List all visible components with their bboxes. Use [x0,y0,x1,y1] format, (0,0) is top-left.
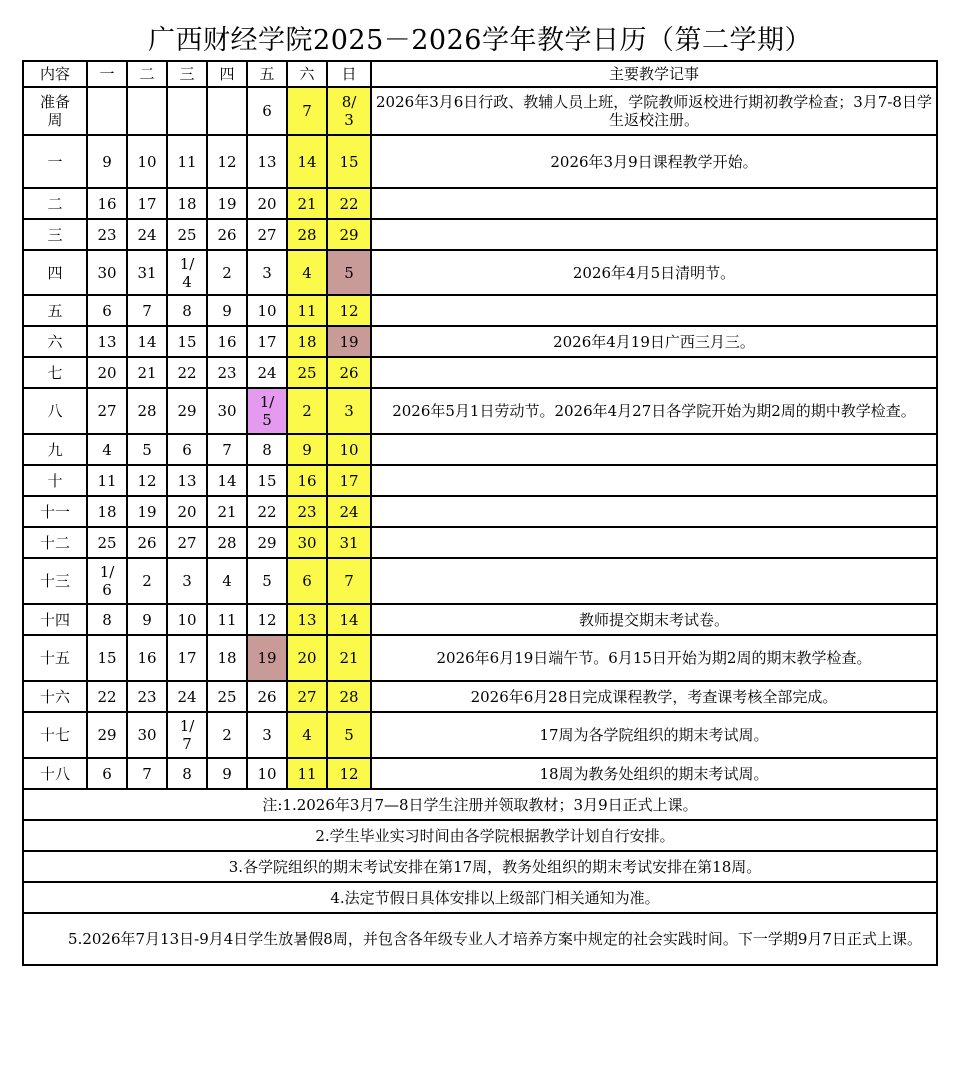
day-cell: 26 [247,681,287,712]
week-row [23,250,937,295]
day-cell: 4 [87,434,127,465]
day-cell: 20 [167,496,207,527]
week-label: 三 [23,219,87,250]
week-row [23,465,937,496]
day-cell: 22 [327,188,371,219]
day-cell: 5 [327,250,371,295]
day-cell: 16 [127,635,167,681]
week-label: 十一 [23,496,87,527]
event-note: 2026年4月19日广西三月三。 [371,326,937,357]
day-cell: 16 [87,188,127,219]
footnote: 4.法定节假日具体安排以上级部门相关通知为准。 [23,882,937,913]
day-cell: 18 [207,635,247,681]
day-cell: 7 [127,295,167,326]
day-cell: 17 [327,465,371,496]
day-cell: 26 [327,357,371,388]
day-cell: 7 [327,558,371,604]
day-cell: 6 [87,758,127,789]
day-cell: 1/ 5 [247,388,287,434]
week-label: 七 [23,357,87,388]
day-cell: 8/ 3 [327,87,371,135]
day-cell: 29 [167,388,207,434]
header-row [23,61,937,87]
day-cell: 19 [207,188,247,219]
day-cell: 11 [287,295,327,326]
column-header: 五 [247,61,287,87]
day-cell: 30 [127,712,167,758]
day-cell: 7 [127,758,167,789]
day-cell: 9 [127,604,167,635]
event-note: 2026年6月19日端午节。6月15日开始为期2周的期末教学检查。 [371,635,937,681]
event-note: 2026年6月28日完成课程教学，考查课考核全部完成。 [371,681,937,712]
day-cell: 9 [207,295,247,326]
day-cell: 28 [287,219,327,250]
day-cell: 14 [127,326,167,357]
day-cell: 11 [167,135,207,188]
column-header: 日 [327,61,371,87]
day-cell: 20 [287,635,327,681]
calendar-table [22,60,938,966]
day-cell: 23 [127,681,167,712]
day-cell: 17 [167,635,207,681]
day-cell: 23 [87,219,127,250]
week-row [23,604,937,635]
day-cell: 8 [167,758,207,789]
week-label: 一 [23,135,87,188]
week-label: 十七 [23,712,87,758]
week-row [23,188,937,219]
day-cell: 2 [127,558,167,604]
day-cell [207,87,247,135]
day-cell: 18 [167,188,207,219]
day-cell: 12 [327,295,371,326]
day-cell: 6 [287,558,327,604]
week-label: 八 [23,388,87,434]
event-note [371,434,937,465]
day-cell: 21 [327,635,371,681]
week-row [23,357,937,388]
event-note: 17周为各学院组织的期末考试周。 [371,712,937,758]
week-label: 十三 [23,558,87,604]
day-cell [167,87,207,135]
day-cell: 27 [167,527,207,558]
day-cell: 12 [127,465,167,496]
day-cell: 1/ 6 [87,558,127,604]
day-cell: 1/ 4 [167,250,207,295]
day-cell: 22 [87,681,127,712]
day-cell: 15 [167,326,207,357]
day-cell: 24 [327,496,371,527]
week-label: 十五 [23,635,87,681]
day-cell: 31 [327,527,371,558]
day-cell: 12 [207,135,247,188]
day-cell: 4 [287,712,327,758]
day-cell: 2 [207,250,247,295]
day-cell: 19 [327,326,371,357]
day-cell: 16 [287,465,327,496]
week-label: 六 [23,326,87,357]
footnote: 注:1.2026年3月7—8日学生注册并领取教材；3月9日正式上课。 [23,789,937,820]
column-header: 一 [87,61,127,87]
day-cell: 25 [287,357,327,388]
week-label: 四 [23,250,87,295]
footnote: 2.学生毕业实习时间由各学院根据教学计划自行安排。 [23,820,937,851]
event-note [371,558,937,604]
day-cell: 25 [87,527,127,558]
day-cell: 20 [247,188,287,219]
day-cell: 13 [247,135,287,188]
footnote: 5.2026年7月13日-9月4日学生放暑假8周，并包含各年级专业人才培养方案中规定的社会实践时间。下一学期9月7日正式上课。 [23,913,937,965]
week-label: 五 [23,295,87,326]
day-cell: 22 [167,357,207,388]
day-cell: 21 [207,496,247,527]
column-header: 内容 [23,61,87,87]
day-cell: 8 [167,295,207,326]
day-cell: 10 [327,434,371,465]
day-cell: 10 [127,135,167,188]
week-row [23,434,937,465]
day-cell: 5 [327,712,371,758]
day-cell: 10 [247,295,287,326]
event-note [371,219,937,250]
day-cell: 16 [207,326,247,357]
day-cell: 30 [287,527,327,558]
event-note: 2026年5月1日劳动节。2026年4月27日各学院开始为期2周的期中教学检查。 [371,388,937,434]
week-row [23,388,937,434]
week-row [23,295,937,326]
day-cell: 30 [207,388,247,434]
day-cell: 9 [87,135,127,188]
day-cell: 8 [87,604,127,635]
day-cell: 7 [287,87,327,135]
column-header: 二 [127,61,167,87]
day-cell: 28 [327,681,371,712]
day-cell: 21 [127,357,167,388]
day-cell: 9 [287,434,327,465]
week-row [23,326,937,357]
event-note [371,295,937,326]
day-cell: 4 [287,250,327,295]
day-cell: 17 [247,326,287,357]
day-cell: 29 [87,712,127,758]
day-cell: 5 [247,558,287,604]
event-note [371,465,937,496]
day-cell: 2 [287,388,327,434]
day-cell: 11 [287,758,327,789]
week-row [23,219,937,250]
column-header: 三 [167,61,207,87]
week-label: 十 [23,465,87,496]
day-cell: 10 [247,758,287,789]
day-cell: 15 [87,635,127,681]
day-cell: 5 [127,434,167,465]
week-row [23,496,937,527]
week-row [23,135,937,188]
day-cell: 10 [167,604,207,635]
day-cell: 28 [127,388,167,434]
footnote-row [23,913,937,965]
day-cell: 4 [207,558,247,604]
week-row [23,558,937,604]
day-cell: 26 [207,219,247,250]
day-cell: 12 [327,758,371,789]
day-cell: 19 [247,635,287,681]
day-cell: 7 [207,434,247,465]
page-title: 广西财经学院2025－2026学年教学日历（第二学期） [148,25,812,56]
day-cell: 25 [207,681,247,712]
day-cell: 19 [127,496,167,527]
day-cell: 12 [247,604,287,635]
week-label: 十二 [23,527,87,558]
day-cell: 2 [207,712,247,758]
day-cell: 6 [247,87,287,135]
day-cell: 3 [167,558,207,604]
week-row [23,527,937,558]
day-cell: 28 [207,527,247,558]
event-note [371,527,937,558]
footnote-row [23,851,937,882]
day-cell: 18 [287,326,327,357]
day-cell: 23 [287,496,327,527]
day-cell: 23 [207,357,247,388]
day-cell: 26 [127,527,167,558]
week-row [23,87,937,135]
day-cell: 1/ 7 [167,712,207,758]
day-cell: 30 [87,250,127,295]
week-label: 十八 [23,758,87,789]
footnote-row [23,820,937,851]
day-cell: 14 [327,604,371,635]
day-cell: 3 [327,388,371,434]
day-cell: 20 [87,357,127,388]
day-cell: 27 [287,681,327,712]
day-cell: 15 [327,135,371,188]
day-cell: 3 [247,250,287,295]
footnote: 3.各学院组织的期末考试安排在第17周，教务处组织的期末考试安排在第18周。 [23,851,937,882]
day-cell: 27 [247,219,287,250]
day-cell: 31 [127,250,167,295]
week-row [23,635,937,681]
day-cell: 22 [247,496,287,527]
day-cell: 6 [87,295,127,326]
week-label: 十四 [23,604,87,635]
day-cell: 13 [287,604,327,635]
week-row [23,758,937,789]
day-cell: 29 [247,527,287,558]
day-cell: 24 [127,219,167,250]
week-row [23,712,937,758]
footnote-row [23,789,937,820]
event-note: 2026年3月9日课程教学开始。 [371,135,937,188]
day-cell: 21 [287,188,327,219]
day-cell: 14 [287,135,327,188]
day-cell: 11 [207,604,247,635]
column-header: 主要教学记事 [371,61,937,87]
day-cell: 13 [167,465,207,496]
event-note: 教师提交期末考试卷。 [371,604,937,635]
footnote-row [23,882,937,913]
day-cell: 6 [167,434,207,465]
day-cell: 11 [87,465,127,496]
day-cell: 24 [247,357,287,388]
event-note: 18周为教务处组织的期末考试周。 [371,758,937,789]
column-header: 六 [287,61,327,87]
day-cell: 18 [87,496,127,527]
column-header: 四 [207,61,247,87]
week-label: 准备 周 [23,87,87,135]
event-note [371,188,937,219]
day-cell: 9 [207,758,247,789]
day-cell: 14 [207,465,247,496]
event-note [371,496,937,527]
day-cell: 15 [247,465,287,496]
day-cell: 29 [327,219,371,250]
day-cell [87,87,127,135]
day-cell: 13 [87,326,127,357]
day-cell: 25 [167,219,207,250]
day-cell [127,87,167,135]
day-cell: 8 [247,434,287,465]
week-row [23,681,937,712]
day-cell: 24 [167,681,207,712]
day-cell: 17 [127,188,167,219]
event-note: 2026年3月6日行政、教辅人员上班，学院教师返校进行期初教学检查；3月7-8日学生返校注册。 [371,87,937,135]
event-note [371,357,937,388]
week-label: 二 [23,188,87,219]
week-label: 九 [23,434,87,465]
event-note: 2026年4月5日清明节。 [371,250,937,295]
week-label: 十六 [23,681,87,712]
day-cell: 27 [87,388,127,434]
day-cell: 3 [247,712,287,758]
